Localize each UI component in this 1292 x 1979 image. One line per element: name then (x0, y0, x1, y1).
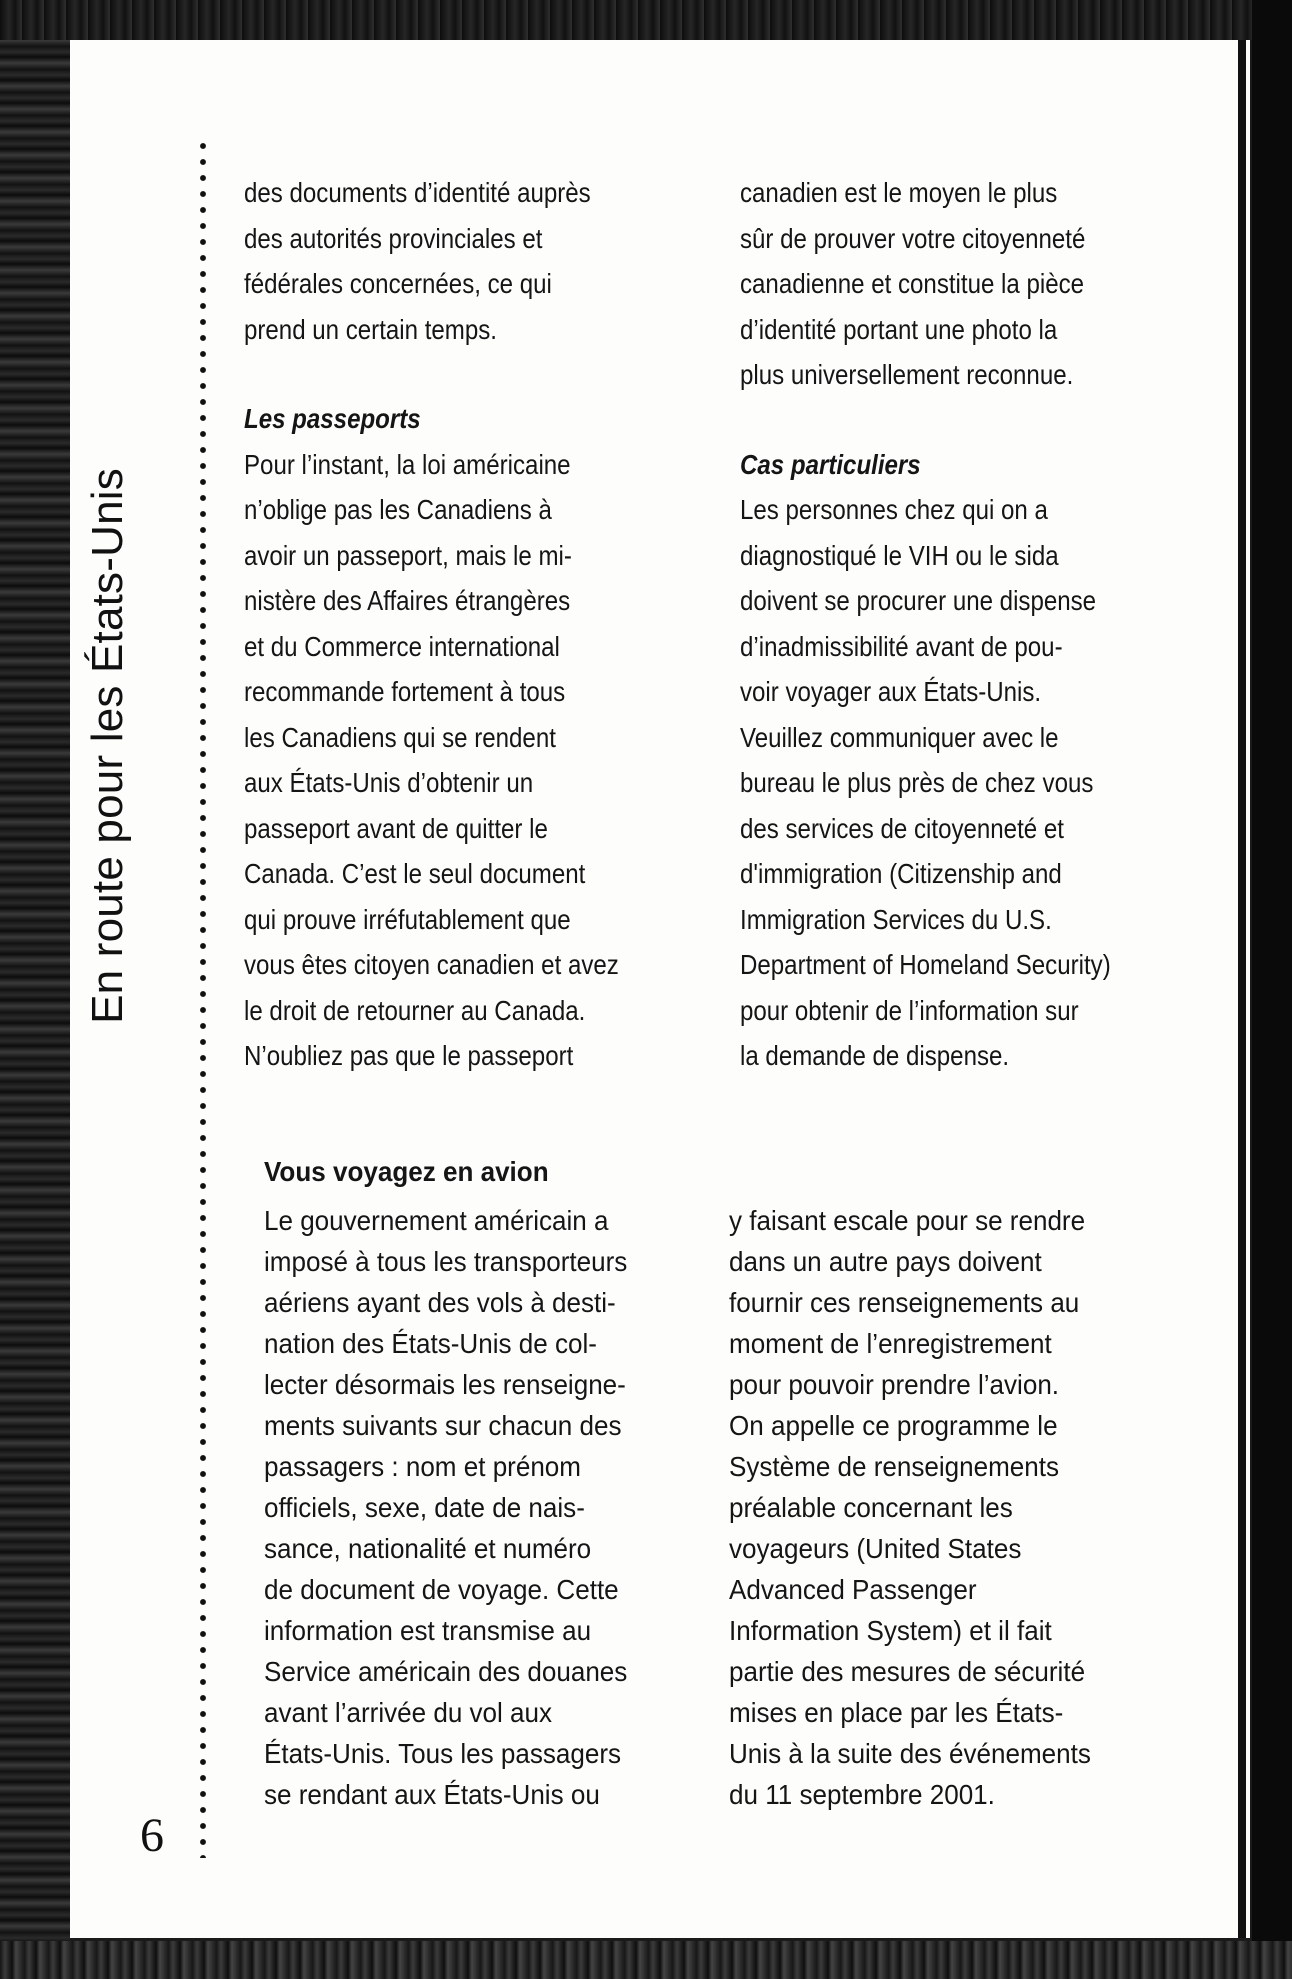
text-line: Service américain des douanes (264, 1656, 628, 1687)
text-line: diagnostiqué le VIH ou le sida (740, 539, 1059, 571)
section-heading-passeports: Les passeports (244, 403, 421, 434)
text-line: Pour l’instant, la loi américaine (244, 448, 571, 480)
text-line: nation des États-Unis de col- (264, 1328, 597, 1359)
text-line: nistère des Affaires étrangères (244, 585, 571, 616)
text-line: Canada. C’est le seul document (244, 858, 586, 889)
text-line: officiels, sexe, date de nais- (264, 1492, 585, 1523)
text-line: fournir ces renseignements au (729, 1287, 1080, 1318)
text-line: dans un autre pays doivent (729, 1246, 1042, 1277)
text-line: avant l’arrivée du vol aux (264, 1697, 553, 1728)
text-line: la demande de dispense. (740, 1040, 1010, 1071)
text-line: Le gouvernement américain a (264, 1205, 609, 1236)
side-title (83, 468, 132, 1024)
text-line: États-Unis. Tous les passagers (264, 1738, 622, 1769)
text-line: Immigration Services du U.S. (740, 903, 1052, 935)
upper-left-column (244, 170, 619, 1079)
text-line: Système de renseignements (729, 1451, 1060, 1482)
text-line: y faisant escale pour se rendre (729, 1205, 1086, 1236)
text-line: fédérales concernées, ce qui (244, 268, 552, 299)
text-line: voyageurs (United States (729, 1533, 1022, 1564)
text-line: passagers : nom et prénom (264, 1451, 581, 1482)
lower-left-column (264, 1200, 627, 1815)
lower-heading-block (264, 1151, 549, 1192)
text-line: On appelle ce programme le (729, 1410, 1058, 1441)
dotted-divider (199, 138, 207, 1858)
text-line: se rendant aux États-Unis ou (264, 1779, 600, 1810)
text-line: les Canadiens qui se rendent (244, 721, 556, 753)
scan-border-left (0, 0, 70, 1979)
text-line: des documents d’identité auprès (244, 177, 591, 208)
upper-left-intro (244, 170, 619, 352)
scan-border-top (0, 0, 1292, 40)
upper-right-body (740, 487, 1111, 1079)
text-line: vous êtes citoyen canadien et avez (244, 949, 619, 980)
page-edge-line (1238, 40, 1246, 1938)
text-line: Les personnes chez qui on a (740, 494, 1048, 525)
text-line: N’oubliez pas que le passeport (244, 1040, 574, 1071)
text-line: canadienne et constitue la pièce (740, 268, 1085, 299)
text-line: pour pouvoir prendre l’avion. (729, 1369, 1060, 1400)
text-line: mises en place par les États- (729, 1697, 1064, 1728)
text-line: lecter désormais les renseigne- (264, 1369, 626, 1400)
text-line: Unis à la suite des événements (729, 1738, 1091, 1769)
text-line: voir voyager aux États-Unis. (740, 676, 1042, 707)
text-line: imposé à tous les transporteurs (264, 1246, 628, 1277)
upper-left-body (244, 442, 619, 1079)
section-heading-avion: Vous voyagez en avion (264, 1156, 549, 1187)
text-line: sûr de prouver votre citoyenneté (740, 222, 1086, 254)
text-line: Information System) et il fait (729, 1615, 1052, 1646)
text-line: doivent se procurer une dispense (740, 585, 1097, 616)
text-line: d’identité portant une photo la (740, 313, 1058, 345)
text-line: n’oblige pas les Canadiens à (244, 494, 552, 525)
upper-right-intro (740, 170, 1111, 398)
text-line: information est transmise au (264, 1615, 592, 1646)
text-line: canadien est le moyen le plus (740, 177, 1058, 208)
text-line: plus universellement reconnue. (740, 359, 1074, 390)
text-line: des autorités provinciales et (244, 222, 543, 254)
text-line: avoir un passeport, mais le mi- (244, 539, 572, 571)
text-line: Department of Homeland Security) (740, 949, 1111, 980)
text-line: d’inadmissibilité avant de pou- (740, 630, 1063, 662)
text-line: préalable concernant les (729, 1492, 1013, 1523)
upper-right-column (740, 170, 1111, 1079)
scan-border-bottom (0, 1941, 1292, 1979)
text-line: passeport avant de quitter le (244, 812, 548, 844)
text-line: des services de citoyenneté et (740, 812, 1064, 844)
text-line: Veuillez communiquer avec le (740, 721, 1059, 753)
text-line: aux États-Unis d’obtenir un (244, 767, 534, 798)
text-line: qui prouve irréfutablement que (244, 903, 571, 935)
text-line: moment de l’enregistrement (729, 1328, 1052, 1359)
text-line: bureau le plus près de chez vous (740, 767, 1094, 798)
text-line: du 11 septembre 2001. (729, 1779, 995, 1810)
text-line: pour obtenir de l’information sur (740, 994, 1079, 1026)
text-line: d'immigration (Citizenship and (740, 858, 1062, 889)
text-line: prend un certain temps. (244, 313, 497, 345)
text-line: partie des mesures de sécurité (729, 1656, 1086, 1687)
page-number: 6 (140, 1809, 164, 1862)
text-line: et du Commerce international (244, 630, 560, 662)
text-line: le droit de retourner au Canada. (244, 994, 586, 1026)
text-line: recommande fortement à tous (244, 676, 566, 707)
side-title-text: En route pour les États-Unis (83, 468, 132, 1024)
text-line: ments suivants sur chacun des (264, 1410, 622, 1441)
section-heading-cas-particuliers: Cas particuliers (740, 448, 921, 480)
text-line: de document de voyage. Cette (264, 1574, 619, 1605)
scan-border-right (1252, 0, 1292, 1979)
lower-right-column (729, 1200, 1091, 1815)
text-line: sance, nationalité et numéro (264, 1533, 592, 1564)
text-line: aériens ayant des vols à desti- (264, 1287, 616, 1318)
text-line: Advanced Passenger (729, 1574, 977, 1605)
